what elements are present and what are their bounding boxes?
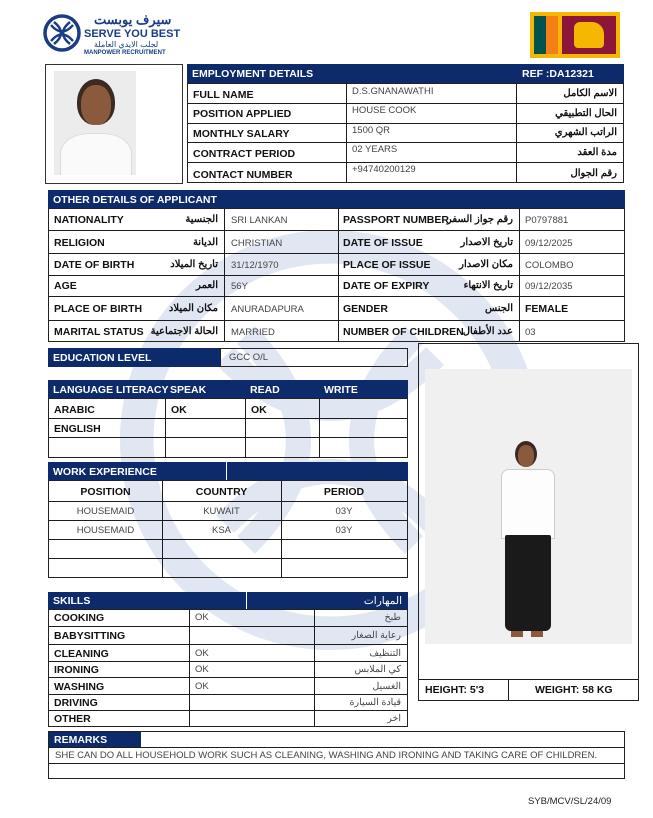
logo-arabic-sub: لجلب الايدي العاملة <box>94 40 159 49</box>
monthly-salary-value: 1500 QR <box>352 125 391 136</box>
work-experience-table <box>48 480 408 578</box>
date-of-expiry-value: 09/12/2035 <box>525 281 573 292</box>
weight-value: WEIGHT: 58 KG <box>535 684 613 696</box>
arabic-speak: OK <box>171 404 187 416</box>
employment-header <box>187 64 624 83</box>
gender-label: GENDER <box>343 303 388 315</box>
nationality-value: SRI LANKAN <box>231 215 288 226</box>
reference-number: REF :DA12321 <box>522 68 594 80</box>
number-of-children-value: 03 <box>525 327 536 338</box>
remarks-text: SHE CAN DO ALL HOUSEHOLD WORK SUCH AS CLEANING, WASHING AND IRONING AND TAKING CARE OF CHILDREN. <box>55 750 598 761</box>
date-of-birth-label: DATE OF BIRTH <box>54 259 135 271</box>
contract-period-label: CONTRACT PERIOD <box>193 148 296 160</box>
position-applied-arabic: الحال التطبيقي <box>555 108 617 119</box>
age-arabic: العمر <box>196 280 218 291</box>
full-name-label: FULL NAME <box>193 89 254 101</box>
full-body-photo-frame <box>418 343 639 701</box>
passport-number-value: P0797881 <box>525 215 569 226</box>
contract-period-arabic: مدة العقد <box>577 147 617 158</box>
language-arabic: ARABIC <box>54 404 95 416</box>
work-col-position: POSITION <box>80 486 131 498</box>
work-row-0-period: 03Y <box>335 506 353 517</box>
skill-babysitting: BABYSITTING <box>54 630 126 642</box>
work-col-country: COUNTRY <box>195 486 248 498</box>
place-of-issue-value: COLOMBO <box>525 260 574 271</box>
place-of-birth-arabic: مكان الميلاد <box>168 303 218 314</box>
contact-number-arabic: رقم الجوال <box>570 168 617 179</box>
language-english: ENGLISH <box>54 423 101 435</box>
monthly-salary-label: MONTHLY SALARY <box>193 128 290 140</box>
document-code: SYB/MCV/SL/24/09 <box>528 796 612 807</box>
logo-sub: MANPOWER RECRUITMENT <box>84 50 166 56</box>
skill-cleaning-value: OK <box>195 648 209 659</box>
full-name-arabic: الاسم الكامل <box>563 88 617 99</box>
full-body-photo <box>425 369 632 644</box>
skill-cleaning: CLEANING <box>54 648 109 660</box>
work-experience-title: WORK EXPERIENCE <box>53 466 157 478</box>
language-col-3: WRITE <box>324 384 358 396</box>
nationality-label: NATIONALITY <box>54 214 124 226</box>
contract-period-value: 02 YEARS <box>352 144 398 155</box>
remarks-header <box>49 732 141 747</box>
age-value: 56Y <box>231 281 248 292</box>
nationality-arabic: الجنسية <box>185 214 218 225</box>
full-name-value: D.S.GNANAWATHI <box>352 86 434 97</box>
remarks-box <box>48 731 625 779</box>
skill-washing-value: OK <box>195 681 209 692</box>
remarks-title: REMARKS <box>54 734 108 746</box>
language-col-1: SPEAK <box>170 384 207 396</box>
date-of-issue-label: DATE OF ISSUE <box>343 237 423 249</box>
employment-table <box>187 83 624 183</box>
marital-status-arabic: الحالة الاجتماعية <box>150 326 218 337</box>
religion-value: CHRISTIAN <box>231 238 283 249</box>
skill-ironing-arabic: كي الملابس <box>354 664 401 675</box>
date-of-birth-arabic: تاريخ الميلاد <box>170 259 218 270</box>
work-row-0-country: KUWAIT <box>203 506 240 517</box>
skill-babysitting-arabic: رعاية الصغار <box>351 630 401 641</box>
other-details-table <box>48 208 625 342</box>
skills-title: SKILLS <box>53 595 91 607</box>
passport-number-label: PASSPORT NUMBER <box>343 214 449 226</box>
skills-table <box>48 609 408 727</box>
language-table <box>48 398 408 458</box>
height-value: HEIGHT: 5'3 <box>425 684 485 696</box>
work-row-0-position: HOUSEMAID <box>76 506 135 517</box>
marital-status-label: MARITAL STATUS <box>54 326 144 338</box>
logo-emblem-icon <box>42 12 82 54</box>
language-header <box>48 380 408 398</box>
contact-number-label: CONTACT NUMBER <box>193 169 293 181</box>
skill-driving-arabic: قيادة السيارة <box>349 697 401 708</box>
education-label-text: EDUCATION LEVEL <box>53 352 152 364</box>
gender-value: FEMALE <box>525 303 569 315</box>
marital-status-value: MARRIED <box>231 327 275 338</box>
other-details-title: OTHER DETAILS OF APPLICANT <box>53 194 217 206</box>
place-of-issue-label: PLACE OF ISSUE <box>343 259 431 271</box>
date-of-birth-value: 31/12/1970 <box>231 260 279 271</box>
company-logo <box>42 12 202 58</box>
date-of-expiry-arabic: تاريخ الانتهاء <box>463 280 513 291</box>
arabic-read: OK <box>251 404 267 416</box>
language-col-0: LANGUAGE LITERACY <box>53 384 169 396</box>
skill-washing: WASHING <box>54 681 105 693</box>
skill-ironing-value: OK <box>195 664 209 675</box>
date-of-issue-value: 09/12/2025 <box>525 238 573 249</box>
passport-number-arabic: رقم جواز السفر <box>446 214 513 225</box>
skill-cooking-arabic: طبخ <box>384 612 401 623</box>
work-row-1-country: KSA <box>211 525 231 536</box>
date-of-expiry-label: DATE OF EXPIRY <box>343 280 430 292</box>
religion-label: RELIGION <box>54 237 105 249</box>
passport-photo <box>54 71 136 175</box>
work-col-period: PERIOD <box>323 486 365 498</box>
place-of-birth-label: PLACE OF BIRTH <box>54 303 143 315</box>
passport-photo-frame <box>45 64 183 184</box>
skill-cleaning-arabic: التنظيف <box>369 648 401 659</box>
skill-ironing: IRONING <box>54 664 99 676</box>
number-of-children-label: NUMBER OF CHILDREN <box>343 326 464 338</box>
date-of-issue-arabic: تاريخ الاصدار <box>460 237 513 248</box>
skill-cooking: COOKING <box>54 612 105 624</box>
education-label <box>48 348 220 367</box>
gender-arabic: الجنس <box>484 303 513 314</box>
place-of-birth-value: ANURADAPURA <box>231 304 304 315</box>
skill-washing-arabic: الغسيل <box>372 681 401 692</box>
contact-number-value: +94740200129 <box>352 164 416 175</box>
employment-title: EMPLOYMENT DETAILS <box>192 68 314 80</box>
position-applied-label: POSITION APPLIED <box>193 108 292 120</box>
skills-title-arabic: المهارات <box>363 595 402 607</box>
other-details-header <box>48 190 625 208</box>
age-label: AGE <box>54 280 77 292</box>
sri-lanka-flag <box>530 12 620 58</box>
monthly-salary-arabic: الراتب الشهري <box>554 127 617 138</box>
education-value: GCC O/L <box>229 352 269 363</box>
skill-cooking-value: OK <box>195 612 209 623</box>
work-row-1-period: 03Y <box>335 525 353 536</box>
religion-arabic: الديانة <box>192 237 218 248</box>
work-experience-header <box>48 462 408 480</box>
language-col-2: READ <box>250 384 280 396</box>
skill-driving: DRIVING <box>54 697 98 709</box>
education-value-cell <box>220 348 408 367</box>
lion-icon <box>574 22 604 48</box>
logo-arabic: سيرف يوبست <box>94 12 172 27</box>
skills-header <box>48 592 408 609</box>
number-of-children-arabic: عدد الأطفال <box>462 326 513 337</box>
skill-other: OTHER <box>54 713 91 725</box>
logo-name: SERVE YOU BEST <box>84 28 181 40</box>
place-of-issue-arabic: مكان الاصدار <box>459 259 513 270</box>
work-row-1-position: HOUSEMAID <box>76 525 135 536</box>
skill-other-arabic: اخر <box>387 713 401 724</box>
position-applied-value: HOUSE COOK <box>352 105 417 116</box>
